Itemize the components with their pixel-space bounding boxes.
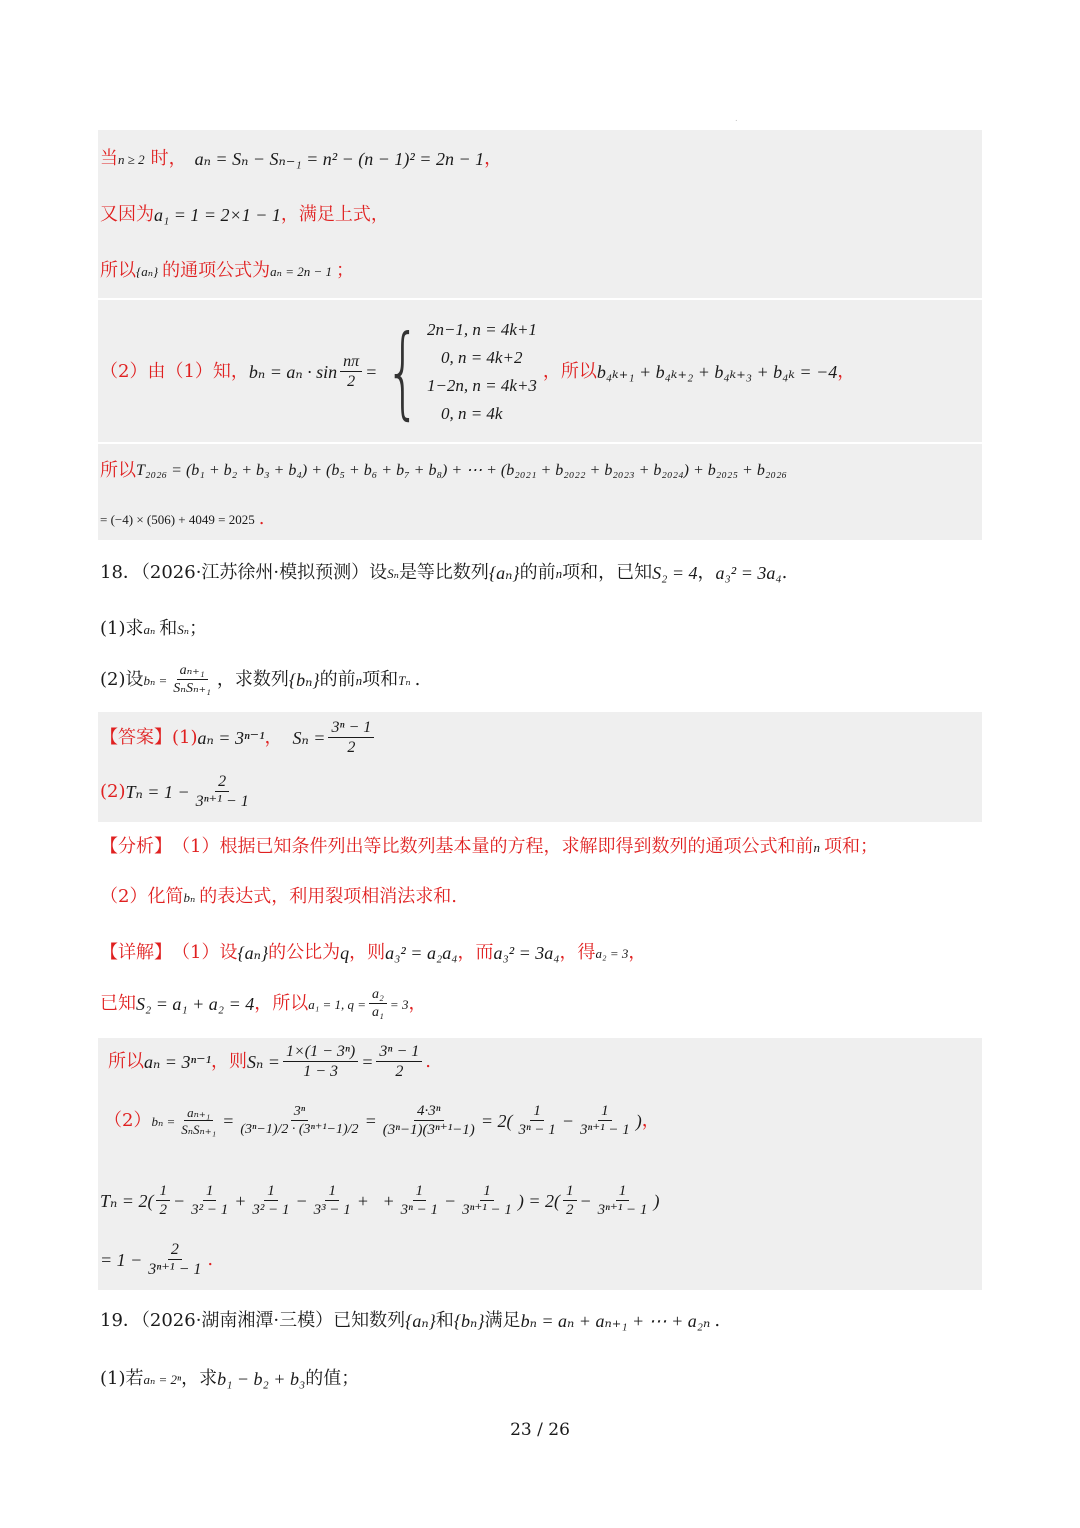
- denominator: 3² − 1: [191, 1202, 229, 1218]
- formula: Tₙ: [398, 672, 411, 688]
- text: ，而: [457, 942, 494, 963]
- formula: bₙ = aₙ · sin: [248, 362, 338, 382]
- text: 当: [100, 148, 118, 169]
- text: 的前: [519, 562, 556, 583]
- numerator: 1: [530, 1104, 544, 1121]
- formula: a₂ = 3: [595, 945, 629, 961]
- numerator: 1: [325, 1184, 339, 1201]
- denominator: (3ⁿ−1)(3ⁿ⁺¹−1): [382, 1122, 475, 1138]
- text: 和: [435, 1310, 454, 1331]
- fraction: [193, 774, 252, 810]
- formula: {aₙ}: [237, 943, 269, 963]
- detail-line-1: [100, 944, 646, 962]
- text: .: [781, 562, 788, 583]
- formula: n: [355, 672, 363, 688]
- denominator: SₙSₙ₊₁: [181, 1122, 217, 1137]
- denominator: 2: [159, 1202, 167, 1218]
- detail-line-2: [100, 988, 426, 1020]
- text: 所以: [108, 1051, 144, 1072]
- text: ，: [264, 727, 283, 748]
- text: 的公比为: [268, 942, 341, 963]
- text: .: [714, 1310, 721, 1331]
- question-18-part-2: [100, 664, 420, 696]
- formula: bₙ = aₙ + aₙ₊₁ + ⋯ + a₂ₙ: [520, 1311, 711, 1331]
- text: ；: [336, 260, 354, 281]
- denominator: 3ⁿ − 1: [400, 1202, 438, 1218]
- fraction: [595, 1184, 651, 1218]
- operator: +: [234, 1191, 247, 1211]
- formula: aₙ = 3ⁿ⁻¹: [144, 1052, 212, 1072]
- text: ，则: [349, 942, 386, 963]
- fraction: [369, 988, 387, 1020]
- operator: ): [653, 1191, 660, 1211]
- question-19-stem: [100, 1312, 720, 1330]
- analysis-label: 【分析】: [100, 836, 172, 857]
- numerator: 1: [203, 1184, 217, 1201]
- formula: a₃² = 3a₄: [493, 943, 560, 963]
- formula: =: [365, 362, 378, 382]
- denominator: 2: [566, 1202, 574, 1218]
- denominator: 3ⁿ⁺¹ − 1: [462, 1202, 512, 1218]
- analysis-line-2: [100, 888, 457, 906]
- piecewise: [377, 313, 537, 430]
- formula: aₙ = 3ⁿ⁻¹: [197, 728, 265, 748]
- text: ，: [641, 1110, 660, 1131]
- text: 已知: [100, 993, 136, 1014]
- case: 1−2n, n = 4k+3: [426, 376, 537, 395]
- brace-icon: {: [385, 313, 421, 430]
- fraction: [156, 1184, 170, 1218]
- numerator: 4·3ⁿ: [414, 1104, 443, 1121]
- fraction: [178, 1106, 219, 1136]
- text: ，求: [181, 1368, 218, 1389]
- question-18-part-1: [100, 620, 207, 638]
- numerator: a₂: [369, 988, 387, 1004]
- formula: n: [555, 565, 563, 581]
- text: ，: [628, 942, 647, 963]
- formula: Sₙ: [387, 565, 399, 581]
- text: 19．（2026·湖南湘潭·三模）已知数列: [100, 1310, 406, 1331]
- denominator: 2: [395, 1063, 404, 1080]
- formula: Sₙ: [177, 621, 190, 637]
- question-18-stem: [100, 564, 787, 582]
- text: .: [414, 669, 421, 690]
- formula: a₁ = 1, q =: [308, 996, 367, 1012]
- formula: ): [635, 1111, 642, 1131]
- denominator: 3ⁿ⁺¹ − 1: [148, 1261, 202, 1278]
- fraction: [376, 1044, 422, 1080]
- detail-line-6: [100, 1242, 213, 1278]
- formula: {aₙ}: [405, 1311, 436, 1331]
- cases-list: [427, 316, 537, 428]
- detail-label: 【详解】: [100, 942, 172, 963]
- text: 的前: [319, 669, 356, 690]
- denominator: SₙSₙ₊₁: [173, 681, 211, 696]
- case: 2n−1, n = 4k+1: [426, 320, 537, 339]
- text: ，得: [559, 942, 596, 963]
- numerator: 1: [563, 1184, 577, 1201]
- page-number: 23 / 26: [510, 1420, 570, 1440]
- operator: −: [443, 1191, 457, 1211]
- text: 项和，已知: [562, 562, 653, 583]
- formula: b₄ₖ₊₁ + b₄ₖ₊₂ + b₄ₖ₊₃ + b₄ₖ = −4: [596, 362, 838, 382]
- text: 时，: [150, 148, 187, 169]
- formula: aₙ = Sₙ − Sₙ₋₁ = n² − (n − 1)² = 2n − 1: [194, 149, 485, 169]
- solution-line-2: [100, 206, 389, 224]
- numerator: 1: [264, 1184, 278, 1201]
- numerator: nπ: [340, 354, 362, 372]
- text: .: [425, 1051, 431, 1072]
- operator: + +: [356, 1191, 395, 1211]
- text: ，: [837, 361, 856, 382]
- text: ，所以: [254, 993, 309, 1014]
- text: 18．（2026·江苏徐州·模拟预测）设: [100, 562, 388, 583]
- numerator: 2: [168, 1242, 182, 1260]
- fraction: [340, 354, 362, 390]
- formula: a₁ = 1 = 2×1 − 1: [154, 205, 281, 225]
- analysis-line-1: [100, 838, 878, 856]
- detail-line-4: [104, 1104, 660, 1138]
- denominator: 3ⁿ⁺¹ − 1: [195, 793, 249, 810]
- fraction: [380, 1104, 478, 1138]
- formula: S₂ = 4: [652, 563, 698, 583]
- formula: n ≥ 2: [118, 151, 145, 167]
- formula: T₂₀₂₆ = (b₁ + b₂ + b₃ + b₄) + (b₅ + b₆ + b₇ + b₈) + ⋯ + (b₂₀₂₁ + b₂₀₂₂ + b₂₀₂₃ + b₂₀₂₄) + b₂₀₂₅ + b₂₀₂₆: [136, 462, 788, 479]
- text: （2）由（1）知，: [100, 361, 249, 382]
- fraction: [283, 1044, 358, 1080]
- formula: aₙ: [143, 621, 156, 637]
- formula: = 1 −: [100, 1250, 143, 1270]
- solution-line-3: [100, 262, 354, 280]
- fraction: [145, 1242, 204, 1278]
- detail-line-5: [100, 1184, 659, 1218]
- text: 项和；: [823, 836, 878, 857]
- formula: −: [561, 1111, 574, 1131]
- fraction: [311, 1184, 354, 1218]
- text: 所以: [100, 260, 136, 281]
- text: .: [258, 508, 265, 529]
- denominator: 2: [347, 739, 356, 756]
- text: 所以: [100, 460, 136, 481]
- numerator: 1: [156, 1184, 170, 1201]
- formula: bₙ =: [151, 1113, 176, 1129]
- numerator: 1×(1 − 3ⁿ): [283, 1044, 358, 1062]
- text: 的通项公式为: [162, 260, 271, 281]
- fraction: [459, 1184, 515, 1218]
- solution-sum-line: [100, 462, 787, 480]
- denominator: a₁: [372, 1005, 384, 1020]
- formula: n: [813, 839, 820, 855]
- numerator: 1: [598, 1104, 612, 1121]
- numerator: 3ⁿ − 1: [328, 720, 374, 738]
- formula: aₙ = 2n − 1: [270, 263, 332, 279]
- fraction: [328, 720, 374, 756]
- formula: {bₙ}: [288, 670, 320, 690]
- fraction: [577, 1104, 633, 1138]
- formula: {aₙ}: [136, 263, 159, 279]
- case: 0, n = 4k+2: [440, 348, 523, 367]
- fraction: [249, 1184, 292, 1218]
- formula: b₁ − b₂ + b₃: [217, 1369, 306, 1389]
- text: ，所以: [542, 361, 597, 382]
- formula: aₙ = 2ⁿ: [143, 1371, 182, 1387]
- text: (2): [100, 781, 126, 802]
- numerator: 3ⁿ − 1: [376, 1044, 422, 1062]
- text: ，求数列: [216, 669, 289, 690]
- numerator: aₙ₊₁: [184, 1106, 213, 1121]
- solution-line-1: [100, 150, 502, 168]
- formula: =: [222, 1111, 235, 1131]
- text: ；: [189, 618, 208, 639]
- numerator: 1: [413, 1184, 427, 1201]
- text: (1)若: [100, 1368, 144, 1389]
- formula: Sₙ =: [247, 1052, 280, 1072]
- fraction: [170, 664, 214, 696]
- text: （1）根据已知条件列出等比数列基本量的方程，求解即得到数列的通项公式和前: [172, 836, 814, 857]
- text: （2）化简: [100, 886, 184, 907]
- text: 的表达式，利用裂项相消法求和.: [199, 886, 457, 907]
- formula: Sₙ =: [292, 728, 326, 748]
- formula: Tₙ = 2(: [100, 1191, 154, 1211]
- operator: −: [295, 1191, 308, 1211]
- text: 和: [159, 618, 178, 639]
- operator: −: [579, 1191, 592, 1211]
- text: ，: [408, 993, 427, 1014]
- answer-line-1: [100, 720, 377, 756]
- numerator: 2: [215, 774, 229, 792]
- text: 又因为: [100, 204, 154, 225]
- denominator: 3² − 1: [252, 1202, 290, 1218]
- text: (1): [172, 727, 198, 748]
- formula: = 3: [389, 996, 409, 1012]
- text: (1)求: [100, 618, 144, 639]
- formula: q: [340, 943, 350, 963]
- text: 项和: [362, 669, 399, 690]
- solution-result-line: [100, 510, 264, 528]
- denominator: 3ⁿ⁺¹ − 1: [579, 1122, 630, 1138]
- formula: = 2(: [480, 1111, 513, 1131]
- fraction: [515, 1104, 558, 1138]
- text: 的值；: [305, 1368, 360, 1389]
- text: 是等比数列: [398, 562, 489, 583]
- solution-cases-line: [100, 312, 855, 432]
- text: ，满足上式，: [280, 204, 389, 225]
- text: .: [207, 1249, 214, 1270]
- text: (2)设: [100, 669, 144, 690]
- denominator: 3ⁿ⁺¹ − 1: [597, 1202, 648, 1218]
- text: ，则: [211, 1051, 248, 1072]
- case: 0, n = 4k: [440, 404, 503, 423]
- operator: ) = 2(: [517, 1191, 561, 1211]
- formula: Tₙ = 1 −: [125, 782, 190, 802]
- formula: {bₙ}: [453, 1311, 485, 1331]
- detail-line-3: [108, 1044, 431, 1080]
- formula: =: [361, 1052, 374, 1072]
- formula: bₙ =: [143, 672, 168, 688]
- text: 满足: [484, 1310, 521, 1331]
- corner-mark: .: [735, 114, 738, 123]
- text: ，: [697, 562, 716, 583]
- formula: a₃² = 3a₄: [715, 563, 782, 583]
- numerator: 3ⁿ: [291, 1105, 308, 1121]
- formula: = (−4) × (506) + 4049 = 2025: [100, 511, 255, 527]
- denominator: 3³ − 1: [313, 1202, 351, 1218]
- denominator: 3ⁿ − 1: [518, 1122, 556, 1138]
- formula: S₂ = a₁ + a₂ = 4: [136, 994, 255, 1014]
- numerator: 1: [480, 1184, 494, 1201]
- fraction: [563, 1184, 577, 1218]
- denominator: 1 − 3: [303, 1063, 339, 1080]
- fraction: [237, 1105, 361, 1137]
- denominator: 2: [347, 373, 356, 390]
- answer-line-2: [100, 774, 255, 810]
- operator: −: [172, 1191, 186, 1211]
- formula: {aₙ}: [488, 563, 520, 583]
- numerator: 1: [616, 1184, 630, 1201]
- text: （1）设: [172, 942, 238, 963]
- question-19-part-1: [100, 1370, 359, 1388]
- text: （2）: [104, 1110, 152, 1131]
- denominator: (3ⁿ−1)/2 · (3ⁿ⁺¹−1)/2: [240, 1122, 359, 1137]
- answer-label: 【答案】: [100, 727, 172, 748]
- formula: bₙ: [183, 889, 196, 905]
- fraction: [188, 1184, 231, 1218]
- numerator: aₙ₊₁: [177, 664, 208, 680]
- formula: a₃² = a₂a₄: [385, 943, 458, 963]
- fraction: [398, 1184, 441, 1218]
- formula: =: [364, 1111, 377, 1131]
- text: ，: [484, 148, 503, 169]
